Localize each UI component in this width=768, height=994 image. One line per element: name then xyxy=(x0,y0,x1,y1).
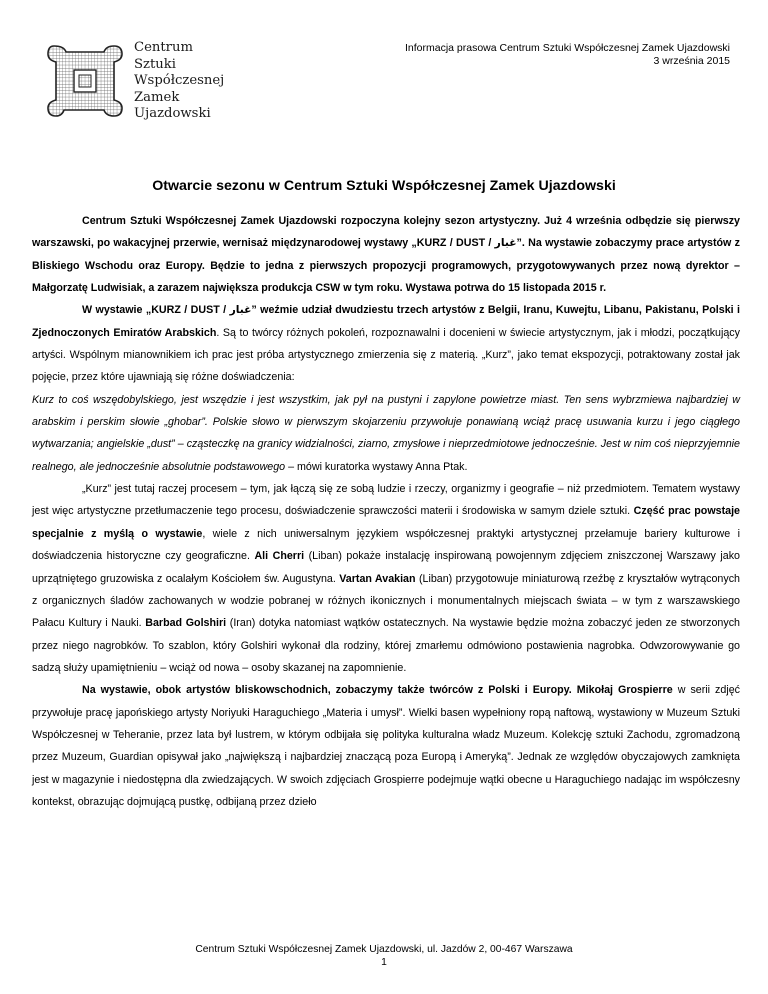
press-release-label: Informacja prasowa Centrum Sztuki Współczesnej Zamek Ujazdowski xyxy=(404,42,730,54)
logo-line: Centrum xyxy=(134,40,193,55)
artists-lead: W wystawie „KURZ / DUST / xyxy=(82,304,230,317)
artist-description: (Liban) przygotowuje miniaturową rzeźbę z kryształów wytrąconych z organicznych śladów zachowanych w wodzie pobranej w różnych ikonicznych i monumentalnych miejscach świata – w tym z warszawskiego Pałacu Kultury i Nauki. xyxy=(32,572,740,630)
artists-countries: ” weźmie udział dwudziestu trzech artystów z Belgii, Iranu, Kuwejtu, Libanu, Pakistanu, Polski i Zjednoczonych Emiratów Arabskich xyxy=(32,304,740,339)
process-highlight: Część prac powstaje specjalnie z myślą o wystawie xyxy=(32,505,740,540)
artist-name: Ali Cherri xyxy=(254,550,305,563)
institution-logo xyxy=(40,36,240,126)
paragraph-artists xyxy=(32,299,740,388)
castle-plan-logo-icon xyxy=(40,36,130,126)
curator-quote: Kurz to coś wszędobylskiego, jest wszędzie i jest wszystkim, jak pył na pustyni i zapylone powietrze miast. Ten sens wybrzmiewa najbardziej w arabskim i perskim słowie „ghobar”. Polskie słowo w pierwszym skojarzeniu przywołuje ponawianą wciąż pracę usuwania kurzu i jego ciągłego wytwarzania; angielskie „dust” – cząsteczkę na granicy widzialności, ziarno, zmysłowe i nieprzedmiotowe jednocześnie. Jest w nim coś nieprzyjemnie realnego, ale jednocześnie absolutnie podstawowego xyxy=(32,393,740,473)
page-footer xyxy=(0,943,768,969)
logo-line: Współczesnej xyxy=(134,73,225,89)
europe-lead-dot: . xyxy=(568,684,577,697)
arabic-word: غبار xyxy=(229,304,252,317)
paragraph-intro xyxy=(32,210,740,299)
logo-line: Sztuki xyxy=(134,56,176,72)
paragraph-quote xyxy=(32,389,740,478)
press-release-header xyxy=(405,42,730,67)
artist-name: Barbad Golshiri xyxy=(145,617,227,630)
artists-text: . Są to twórcy różnych pokoleń, rozpoznawalni i docenieni w świecie artystycznym, jak i młodzi, początkujący artyści. Wspólnym mianownikiem ich prac jest próba artystycznego zmierzenia się z materią. „Kurz”, jako temat ekspozycji, potraktowany został jak pojęcie, przez które ujawniają się różne doświadczenia: xyxy=(32,326,740,384)
logo-wordmark xyxy=(134,40,224,123)
document-body xyxy=(32,210,740,813)
footer-address: Centrum Sztuki Współczesnej Zamek Ujazdowski, ul. Jazdów 2, 00-467 Warszawa xyxy=(195,944,573,955)
artist-description: (Liban) pokaże instalację inspirowaną powojennym zdjęciem zniszczonej Warszawy jako uprzątniętego gruzowiska z ocalałym Kościołem św. Augustyna. xyxy=(32,550,740,585)
intro-text-cont: ”. Na wystawie zobaczymy prace artystów z Bliskiego Wschodu oraz Europy. Będzie to jedna z pierwszych propozycji programowych, przygotowywanych przez nową dyrektor – Małgorzatę Ludwisiak, a zarazem największa produkcja CSW w tym roku. Wystawa potrwa do 15 listopada 2015 r. xyxy=(32,237,741,295)
arabic-word: غبار xyxy=(494,237,517,250)
logo-line: Ujazdowski xyxy=(134,106,211,122)
artist-description: w serii zdjęć przywołuje pracę japońskiego artysty Noriyuki Haraguchiego „Materia i umysł”. Wielki basen wypełniony ropą naftową, wystawiony w Muzeum Sztuki Współczesnej w Teheranie, przez lata był lustrem, w którym odbijała się polityka kulturalna władz Muzeum. Kolekcję sztuki Zachodu, zgromadzoną przez Muzeum, Guardian opisywał jako „największą i najbardziej znaczącą poza Europą i Ameryką”. Jednak ze względów obyczajowych zamknięta jest w magazynie i niedostępna dla zwiedzających. W swoich zdjęciach Grospierre podejmuje wątki obecne u Haraguchiego nadając im współczesny kontekst, obrazując dojmującą pustkę, odbijaną przez dzieło xyxy=(32,684,741,808)
press-release-date: 3 września 2015 xyxy=(653,54,730,67)
quote-attribution: – mówi kuratorka wystawy Anna Ptak. xyxy=(285,460,468,473)
process-text: , wiele z nich uniwersalnym językiem współczesnej praktyki artystycznej przełamuje bariery kulturowe i doświadczenia historyczne czy geograficzne. xyxy=(32,527,740,563)
intro-text: Centrum Sztuki Współczesnej Zamek Ujazdowski rozpoczyna kolejny sezon artystyczny. Już 4 września odbędzie się pierwszy warszawski, po wakacyjnej przerwie, wernisaż międzynarodowej wystawy „KURZ / DUST / xyxy=(32,215,740,250)
paragraph-europe xyxy=(32,679,740,813)
europe-lead: Na wystawie, obok artystów bliskowschodnich, zobaczymy także twórców z Polski i Europy xyxy=(82,684,569,697)
artist-description: (Iran) dotyka natomiast wątków ostatecznych. Na wystawie będzie można zobaczyć jeden ze stworzonych przez niego nagrobków. To szablon, który Golshiri wykonał dla rodziny, której zmarłemu odmówiono postawienia nagrobka. Odwzorowywanie go sadzą służy upamiętnieniu – wciąż od nowa – osoby skazanej na zapomnienie. xyxy=(32,617,740,674)
page-number: 1 xyxy=(381,957,387,968)
paragraph-process xyxy=(32,478,740,679)
logo-line: Zamek xyxy=(134,89,180,105)
process-text: „Kurz” jest tutaj raczej procesem – tym, jak łączą się ze sobą ludzie i rzeczy, organizmy i geografie – niż przedmiotem. Tematem wystawy jest więc artystyczne przetłumaczenie tego procesu, doświadczenie sprawczości materii i środowiska w samym dziele sztuki. xyxy=(32,483,740,518)
document-title: Otwarcie sezonu w Centrum Sztuki Współczesnej Zamek Ujazdowski xyxy=(152,178,616,194)
artist-name: Vartan Avakian xyxy=(339,572,416,585)
artist-name: Mikołaj Grospierre xyxy=(576,684,673,697)
